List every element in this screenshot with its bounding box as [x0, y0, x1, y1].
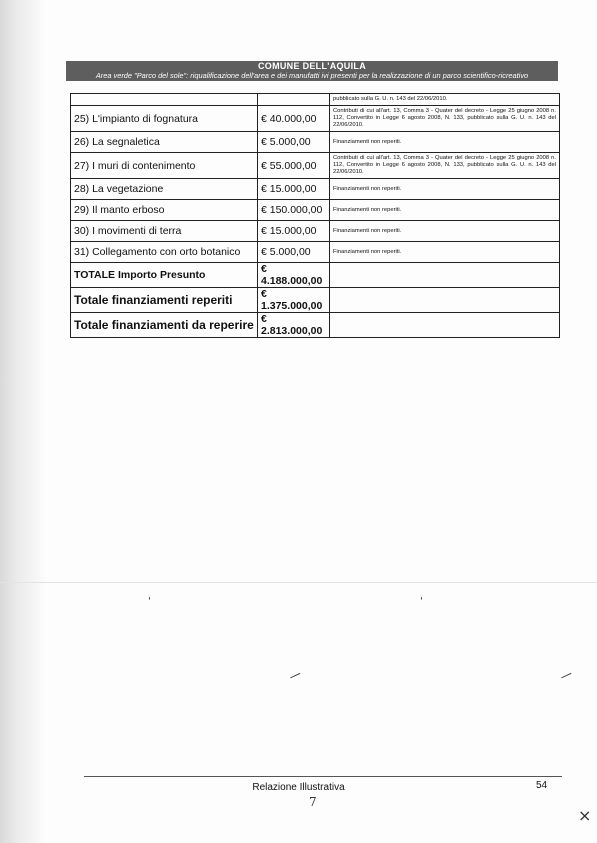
- item-cell: 28) La vegetazione: [71, 179, 258, 200]
- scan-mark: ': [148, 596, 151, 607]
- amount-cell: [258, 94, 330, 106]
- cost-table: [70, 93, 560, 338]
- total-row: [71, 313, 560, 338]
- note-cell: Finanziamenti non reperiti.: [330, 179, 560, 200]
- amount-cell: € 15.000,00: [258, 221, 330, 242]
- amount-cell: € 15.000,00: [258, 179, 330, 200]
- item-cell: 25) L'impianto di fognatura: [71, 106, 258, 132]
- table-row: [71, 94, 560, 106]
- scan-mark: ': [420, 596, 423, 607]
- fold-line: [0, 582, 597, 583]
- total-amount: € 1.375.000,00: [258, 288, 330, 313]
- scan-edge: [0, 0, 46, 843]
- document-header: [66, 61, 558, 81]
- item-cell: 31) Collegamento con orto botanico: [71, 242, 258, 263]
- table-row: [71, 221, 560, 242]
- note-cell: Contributi di cui all'art. 13, Comma 3 - Quater del decreto - Legge 25 giugno 2008 n. 112, Convertito in Legge 6 agosto 2008, N. 133, pubblicato sulla G. U. n. 143 del 22/06/2010.: [330, 106, 560, 132]
- total-row: [71, 288, 560, 313]
- item-cell: [71, 94, 258, 106]
- amount-cell: € 55.000,00: [258, 153, 330, 179]
- total-label: Totale finanziamenti reperiti: [71, 288, 258, 313]
- footer-title: Relazione Illustrativa: [252, 782, 345, 793]
- amount-cell: € 5.000,00: [258, 132, 330, 153]
- handwritten-mark: 7: [309, 795, 317, 809]
- note-cell: Finanziamenti non reperiti.: [330, 200, 560, 221]
- footer-rule: [84, 776, 562, 777]
- scan-mark: —: [557, 666, 575, 684]
- note-cell: Finanziamenti non reperiti.: [330, 221, 560, 242]
- header-title: COMUNE DELL'AQUILA: [257, 61, 367, 71]
- page-number: 54: [536, 780, 548, 791]
- item-cell: 30) I movimenti di terra: [71, 221, 258, 242]
- table-row: [71, 153, 560, 179]
- note-cell: Contributi di cui all'art. 13, Comma 3 - Quater del decreto - Legge 25 giugno 2008 n. 112, Convertito in Legge 6 agosto 2008, N. 133, pubblicato sulla G. U. n. 143 del 22/06/2010.: [330, 153, 560, 179]
- item-cell: 29) Il manto erboso: [71, 200, 258, 221]
- total-label: TOTALE Importo Presunto: [71, 263, 258, 288]
- amount-cell: € 150.000,00: [258, 200, 330, 221]
- total-label: Totale finanziamenti da reperire: [71, 313, 258, 338]
- table-row: [71, 132, 560, 153]
- scan-mark: —: [286, 666, 304, 684]
- total-row: [71, 263, 560, 288]
- total-amount: € 4.188.000,00: [258, 263, 330, 288]
- corner-mark: ×: [578, 806, 592, 825]
- header-subtitle: Area verde "Parco del sole": riqualificazione dell'area e dei manufatti ivi presenti per la realizzazione di un parco scientifico-ricreativo: [95, 71, 529, 80]
- note-cell: Finanziamenti non reperiti.: [330, 242, 560, 263]
- table-row: [71, 179, 560, 200]
- table-row: [71, 106, 560, 132]
- amount-cell: € 40.000,00: [258, 106, 330, 132]
- amount-cell: € 5.000,00: [258, 242, 330, 263]
- item-cell: 26) La segnaletica: [71, 132, 258, 153]
- total-amount: € 2.813.000,00: [258, 313, 330, 338]
- note-cell: Finanziamenti non reperiti.: [330, 132, 560, 153]
- note-cell: pubblicato sulla G. U. n. 143 del 22/06/2010.: [330, 94, 560, 106]
- table-row: [71, 242, 560, 263]
- table-row: [71, 200, 560, 221]
- item-cell: 27) I muri di contenimento: [71, 153, 258, 179]
